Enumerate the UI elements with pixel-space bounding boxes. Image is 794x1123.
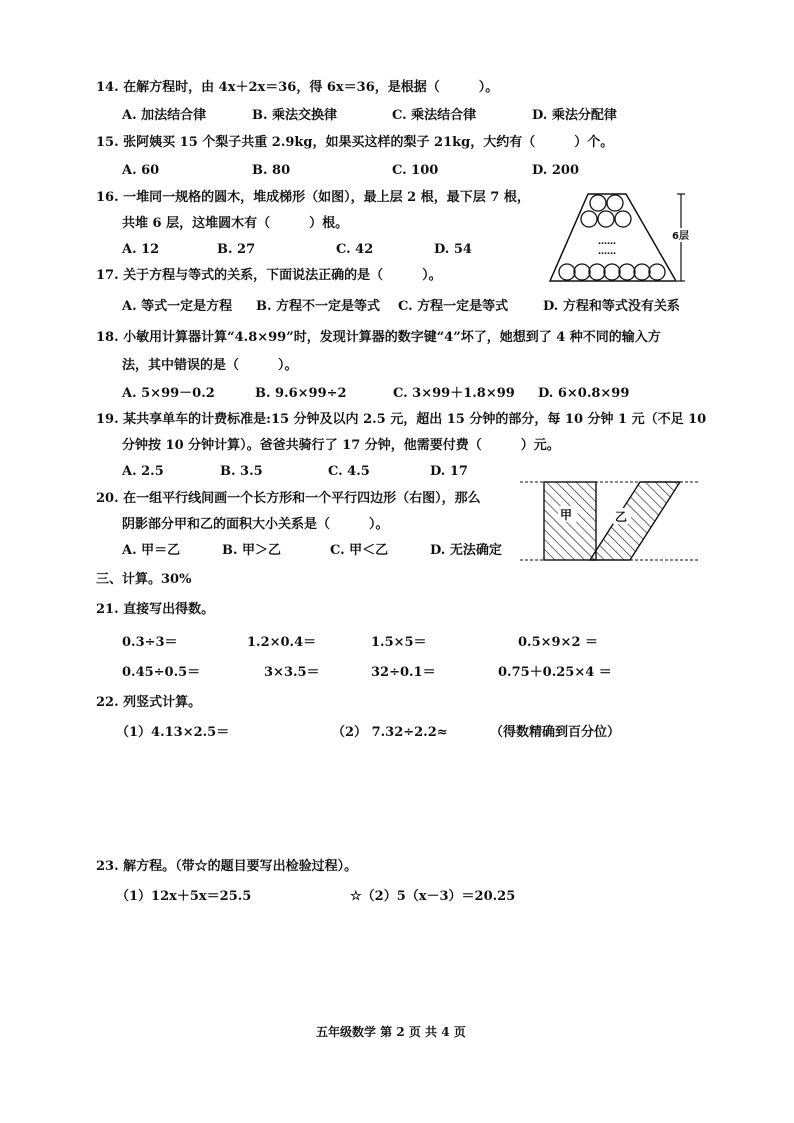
q17-option-d: D. 方程和等式没有关系 (543, 299, 680, 314)
q21-item-5: 0.45÷0.5＝ (122, 665, 201, 680)
q19-stem-line2: 分钟按 10 分钟计算）。爸爸共骑行了 17 分钟，他需要付费（ ）元。 (122, 438, 560, 453)
shape-yi-label: 乙 (615, 510, 628, 524)
q19-option-d: D. 17 (430, 464, 468, 479)
q16-stem-line1: 16. 一堆同一规格的圆木，堆成梯形（如图），最上层 2 根，最下层 7 根， (96, 190, 530, 205)
q16-option-c: C. 42 (336, 242, 374, 257)
q21-item-8: 0.75＋0.25×4 ＝ (498, 665, 612, 680)
parallel-lines-figure (520, 476, 700, 566)
shape-jia-label: 甲 (560, 508, 573, 522)
log-pile-ellipsis-2: …… (598, 247, 616, 257)
q16-option-d: D. 54 (434, 242, 472, 257)
q15-stem: 15. 张阿姨买 15 个梨子共重 2.9kg，如果买这样的梨子 21kg，大约有（ ）个。 (96, 135, 614, 150)
q18-option-b: B. 9.6×99÷2 (255, 386, 347, 401)
q15-option-d: D. 200 (532, 163, 579, 178)
q21-title: 21. 直接写出得数。 (96, 602, 215, 617)
q23-part1: （1）12x＋5x＝25.5 (116, 889, 252, 904)
q23-part2: ☆（2）5（x－3）＝20.25 (350, 889, 516, 904)
log-pile-ellipsis: …… (598, 237, 616, 247)
q22-part2: （2） 7.32÷2.2≈ (332, 725, 448, 740)
q16-option-a: A. 12 (122, 242, 160, 257)
q14-option-a: A. 加法结合律 (122, 108, 207, 123)
q14-option-b: B. 乘法交换律 (252, 108, 338, 123)
q22-title: 22. 列竖式计算。 (96, 695, 202, 710)
q17-stem: 17. 关于方程与等式的关系，下面说法正确的是（ ）。 (96, 268, 442, 283)
q20-option-a: A. 甲＝乙 (122, 543, 181, 558)
q19-option-b: B. 3.5 (220, 464, 263, 479)
q20-option-d: D. 无法确定 (430, 543, 502, 558)
q14-option-c: C. 乘法结合律 (392, 108, 477, 123)
q16-option-b: B. 27 (217, 242, 256, 257)
q18-option-c: C. 3×99＋1.8×99 (393, 386, 515, 401)
q16-stem-line2: 共堆 6 层，这堆圆木有（ ）根。 (122, 216, 349, 231)
q21-item-3: 1.5×5＝ (371, 635, 427, 650)
q14-stem: 14. 在解方程时，由 4x＋2x＝36，得 6x＝36，是根据（ ）。 (96, 80, 499, 95)
q15-option-c: C. 100 (392, 163, 439, 178)
page-footer: 五年级数学 第 2 页 共 4 页 (316, 1025, 466, 1039)
layers-label: 6层 (672, 231, 689, 242)
q17-option-b: B. 方程不一定是等式 (256, 299, 381, 314)
q14-option-d: D. 乘法分配律 (532, 108, 617, 123)
q17-option-a: A. 等式一定是方程 (122, 299, 233, 314)
q20-stem-line2: 阴影部分甲和乙的面积大小关系是（ ）。 (122, 517, 389, 532)
q21-item-1: 0.3÷3＝ (122, 635, 178, 650)
q22-part1: （1）4.13×2.5＝ (116, 725, 230, 740)
q18-option-a: A. 5×99－0.2 (122, 386, 215, 401)
q21-item-6: 3×3.5＝ (264, 665, 320, 680)
q18-option-d: D. 6×0.8×99 (538, 386, 630, 401)
q15-option-b: B. 80 (252, 163, 291, 178)
log-pile-figure (548, 186, 698, 286)
q19-option-c: C. 4.5 (328, 464, 370, 479)
q23-title: 23. 解方程。（带☆的题目要写出检验过程）。 (96, 859, 358, 874)
q15-option-a: A. 60 (122, 163, 160, 178)
section3-heading: 三、计算。30% (96, 572, 192, 587)
q20-option-b: B. 甲＞乙 (222, 543, 282, 558)
q21-item-7: 32÷0.1＝ (371, 665, 436, 680)
q18-stem-line1: 18. 小敏用计算器计算“4.8×99”时，发现计算器的数字键“4”坏了，她想到了 4 种不同的输入方 (96, 330, 661, 345)
q21-item-2: 1.2×0.4＝ (247, 635, 317, 650)
q19-stem-line1: 19. 某共享单车的计费标准是:15 分钟及以内 2.5 元，超出 15 分钟的部分，每 10 分钟 1 元（不足 10 (96, 412, 707, 427)
q18-stem-line2: 法，其中错误的是（ ）。 (122, 358, 298, 373)
q20-stem-line1: 20. 在一组平行线间画一个长方形和一个平行四边形（右图），那么 (96, 491, 481, 506)
q20-option-c: C. 甲＜乙 (330, 543, 389, 558)
q19-option-a: A. 2.5 (122, 464, 164, 479)
q21-item-4: 0.5×9×2 ＝ (518, 635, 599, 650)
q17-option-c: C. 方程一定是等式 (398, 299, 509, 314)
q22-precision-note: （得数精确到百分位） (490, 725, 621, 740)
